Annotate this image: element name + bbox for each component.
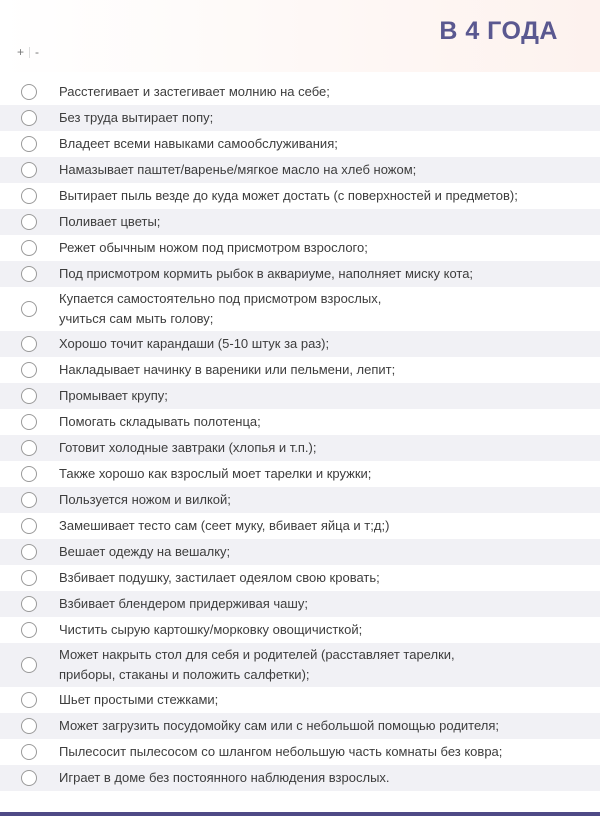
checklist-item-label: Режет обычным ножом под присмотром взрослого; [59, 240, 368, 255]
checklist-item-label: Накладывает начинку в вареники или пельмени, лепит; [59, 362, 396, 377]
checkbox-circle[interactable] [21, 266, 37, 282]
checklist-item-label: Владеет всеми навыками самообслуживания; [59, 136, 338, 151]
checklist-item [0, 539, 600, 565]
checkbox-circle[interactable] [21, 214, 37, 230]
checkbox-circle[interactable] [21, 718, 37, 734]
checkbox-circle[interactable] [21, 657, 37, 673]
checklist-item [0, 261, 600, 287]
checkbox-circle[interactable] [21, 744, 37, 760]
checklist-item-label: Хорошо точит карандаши (5-10 штук за раз); [59, 336, 330, 351]
checklist-item [0, 591, 600, 617]
checklist-item-label: Замешивает тесто сам (сеет муку, вбивает яйца и т;д;) [59, 518, 390, 533]
checklist-item-label: Купается самостоятельно под присмотром взрослых, учиться сам мыть голову; [59, 291, 382, 326]
checklist-item-label: Пользуется ножом и вилкой; [59, 492, 231, 507]
checklist-item-label: Готовит холодные завтраки (хлопья и т.п.); [59, 440, 317, 455]
checkbox-circle[interactable] [21, 596, 37, 612]
zoom-in-button[interactable]: + [17, 45, 25, 59]
checkbox-circle[interactable] [21, 388, 37, 404]
checklist-item [0, 157, 600, 183]
zoom-controls [17, 45, 39, 59]
checkbox-circle[interactable] [21, 362, 37, 378]
checkbox-circle[interactable] [21, 770, 37, 786]
checklist-item [0, 461, 600, 487]
checkbox-circle[interactable] [21, 414, 37, 430]
checklist-item [0, 183, 600, 209]
checklist-item [0, 765, 600, 791]
checklist [0, 79, 600, 791]
checkbox-circle[interactable] [21, 162, 37, 178]
checklist-item [0, 235, 600, 261]
checkbox-circle[interactable] [21, 136, 37, 152]
checklist-item [0, 565, 600, 591]
checklist-item-label: Шьет простыми стежками; [59, 692, 219, 707]
checklist-item [0, 435, 600, 461]
checklist-item [0, 383, 600, 409]
checklist-item-label: Может загрузить посудомойку сам или с небольшой помощью родителя; [59, 718, 500, 733]
checkbox-circle[interactable] [21, 544, 37, 560]
checklist-item [0, 409, 600, 435]
checklist-item-label: Пылесосит пылесосом со шлангом небольшую часть комнаты без ковра; [59, 744, 503, 759]
checkbox-circle[interactable] [21, 440, 37, 456]
checkbox-circle[interactable] [21, 336, 37, 352]
checklist-item [0, 209, 600, 235]
checklist-item [0, 713, 600, 739]
page-title: В 4 ГОДА [439, 17, 558, 45]
checklist-item-label: Расстегивает и застегивает молнию на себе; [59, 84, 330, 99]
checklist-item [0, 357, 600, 383]
checklist-item-label: Без труда вытирает попу; [59, 110, 214, 125]
checklist-item-label: Играет в доме без постоянного наблюдения взрослых. [59, 770, 390, 785]
bottom-bar [0, 812, 600, 816]
checkbox-circle[interactable] [21, 466, 37, 482]
checklist-item-label: Намазывает паштет/варенье/мягкое масло на хлеб ножом; [59, 162, 417, 177]
checklist-item [0, 487, 600, 513]
checklist-item-label: Взбивает блендером придерживая чашу; [59, 596, 308, 611]
checklist-item [0, 739, 600, 765]
checkbox-circle[interactable] [21, 492, 37, 508]
checkbox-circle[interactable] [21, 301, 37, 317]
checklist-item [0, 513, 600, 539]
checkbox-circle[interactable] [21, 110, 37, 126]
checklist-item [0, 105, 600, 131]
checklist-item-label: Вытирает пыль везде до куда может достать (с поверхностей и предметов); [59, 188, 518, 203]
checklist-item-label: Также хорошо как взрослый моет тарелки и кружки; [59, 466, 372, 481]
checkbox-circle[interactable] [21, 570, 37, 586]
checklist-item [0, 617, 600, 643]
checklist-item-label: Взбивает подушку, застилает одеялом свою кровать; [59, 570, 380, 585]
checkbox-circle[interactable] [21, 622, 37, 638]
checkbox-circle[interactable] [21, 240, 37, 256]
checklist-item-label: Помогать складывать полотенца; [59, 414, 261, 429]
checklist-item-label: Под присмотром кормить рыбок в аквариуме, наполняет миску кота; [59, 266, 474, 281]
checklist-item-label: Промывает крупу; [59, 388, 168, 403]
checkbox-circle[interactable] [21, 84, 37, 100]
checklist-item-label: Чистить сырую картошку/морковку овощичисткой; [59, 622, 363, 637]
zoom-out-button[interactable]: - [35, 45, 40, 59]
checkbox-circle[interactable] [21, 518, 37, 534]
checklist-item-label: Вешает одежду на вешалку; [59, 544, 231, 559]
checklist-item [0, 643, 600, 687]
checklist-item [0, 287, 600, 331]
page-header [0, 0, 600, 72]
checklist-item [0, 79, 600, 105]
checkbox-circle[interactable] [21, 692, 37, 708]
checklist-item [0, 687, 600, 713]
checkbox-circle[interactable] [21, 188, 37, 204]
checklist-item [0, 331, 600, 357]
checklist-item [0, 131, 600, 157]
checklist-item-label: Поливает цветы; [59, 214, 161, 229]
checklist-item-label: Может накрыть стол для себя и родителей (расставляет тарелки, приборы, стаканы и положить салфетки); [59, 647, 455, 682]
zoom-divider [29, 47, 30, 58]
